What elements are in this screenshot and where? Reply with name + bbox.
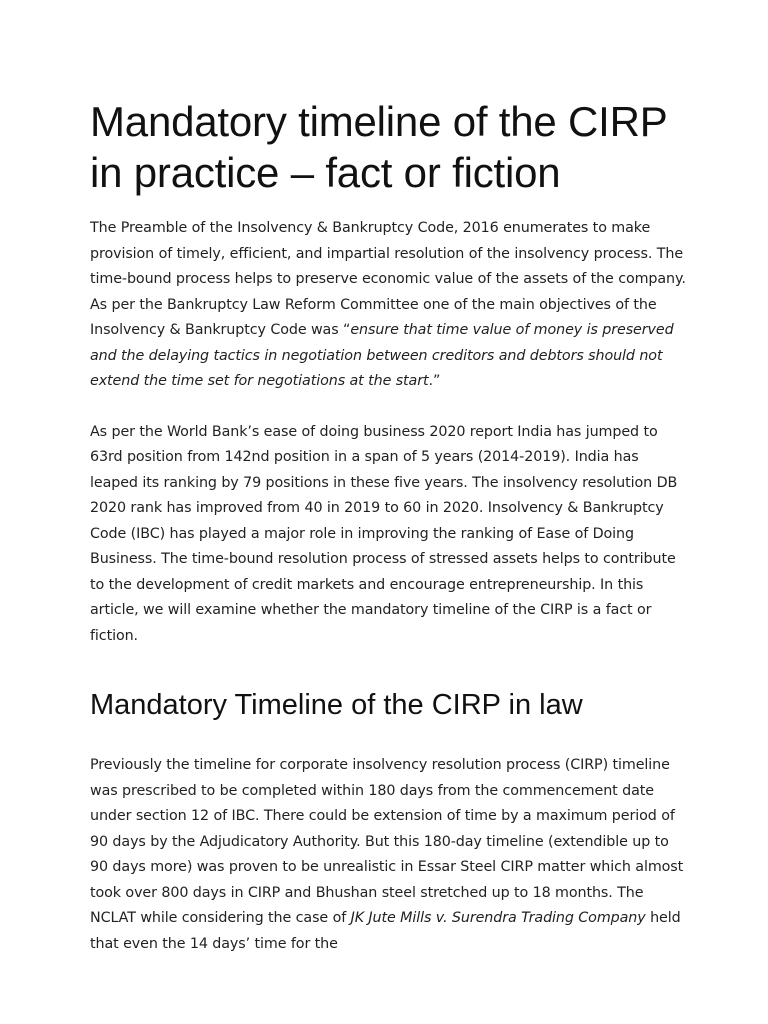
article (90, 96, 690, 982)
intro-text: The Preamble of the Insolvency & Bankruptcy Code, 2016 enumerates to make provision of timely, efficient, and impartial resolution of the insolvency process. The time-bound process helps to preserve economic value of the assets of the company. As per the Bankruptcy Law Reform Committee one of the main objectives of the Insolvency & Bankruptcy Code was “ (90, 220, 686, 338)
committee-quote: ensure that time value of money is preserved and the delaying tactics in negotiation between creditors and debtors should not extend the time set for negotiations at the start (90, 322, 674, 389)
ease-of-business-paragraph: As per the World Bank’s ease of doing business 2020 report India has jumped to 63rd position from 142nd position in a span of 5 years (2014-2019). India has leaped its ranking by 79 positions in these five years. The insolvency resolution DB 2020 rank has improved from 40 in 2019 to 60 in 2020. Insolvency & Bankruptcy Code (IBC) has played a major role in improving the ranking of Ease of Doing Business. The time-bound resolution process of stressed assets helps to contribute to the development of credit markets and encourage entrepreneurship. In this article, we will examine whether the mandatory timeline of the CIRP is a fact or fiction. (90, 423, 678, 644)
timeline-text-end: held that even the 14 days’ time for the (90, 910, 681, 952)
timeline-text: Previously the timeline for corporate insolvency resolution process (CIRP) timeline was prescribed to be completed within 180 days from the commencement date under section 12 of IBC. There could be extension of time by a maximum period of 90 days by the Adjudicatory Authority. But this 180-day timeline (extendible up to 90 days more) was proven to be unrealistic in Essar Steel CIRP matter which almost took over 800 days in CIRP and Bhushan steel stretched up to 18 months. The NCLAT while considering the case of (90, 757, 684, 926)
intro-paragraph (90, 216, 690, 395)
intro-text-end: .” (428, 373, 441, 389)
article-title: Mandatory timeline of the CIRP in practice – fact or fiction (90, 98, 667, 196)
section-heading: Mandatory Timeline of the CIRP in law (90, 689, 583, 721)
timeline-paragraph (90, 753, 690, 957)
case-name: JK Jute Mills v. Surendra Trading Company (350, 910, 646, 926)
